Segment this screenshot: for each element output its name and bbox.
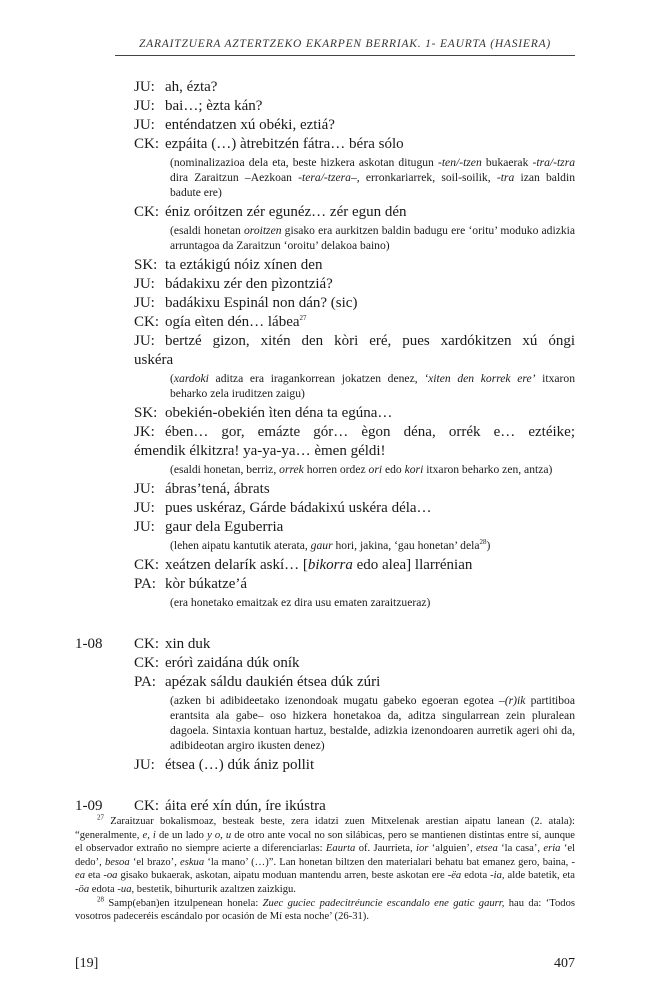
dialogue-line bbox=[0, 575, 645, 594]
dialogue-line bbox=[0, 518, 645, 537]
dialogue-line bbox=[0, 116, 645, 135]
speaker: CK: bbox=[134, 798, 160, 814]
editorial-note: (lehen aipatu kantutik aterata, gaur hori, jakina, ‘gau honetan’ dela$^{28}$) bbox=[170, 538, 491, 552]
dialogue-line bbox=[0, 673, 645, 692]
dialogue-line bbox=[0, 294, 645, 313]
utterance: éniz oróitzen zér egunéz… zér egun dén bbox=[165, 204, 407, 220]
speaker: JU: bbox=[134, 757, 155, 773]
speaker: JU: bbox=[134, 98, 155, 114]
utterance: bai…; èzta kán? bbox=[165, 98, 263, 114]
speaker: JU: bbox=[134, 79, 155, 95]
section-number: 1-08 bbox=[75, 636, 103, 652]
utterance: bertzé gizon, xitén den kòri eré, pues xardókitzen xú óngi bbox=[165, 333, 575, 349]
editorial-note: (era honetako emaitzak ez dira usu ematen zaraitzueraz) bbox=[170, 596, 431, 609]
utterance: bádakixu zér den pìzontziá? bbox=[165, 276, 333, 292]
speaker: CK: bbox=[134, 655, 160, 671]
dialogue-line bbox=[0, 332, 645, 351]
editorial-note: (esaldi honetan, berriz, orrek horren ordez ori edo kori itxaron beharko zen, antza) bbox=[170, 463, 553, 476]
speaker: SK: bbox=[134, 257, 158, 273]
dialogue-line bbox=[0, 480, 645, 499]
speaker: CK: bbox=[134, 314, 160, 330]
utterance: kòr búkatze’á bbox=[165, 576, 248, 592]
utterance: ezpáita (…) àtrebitzén fátra… béra sólo bbox=[165, 136, 404, 152]
utterance-continuation: émendik élkitzra! ya-ya-ya… èmen géldi! bbox=[134, 443, 386, 459]
dialogue-line bbox=[0, 78, 645, 97]
dialogue-transcript bbox=[0, 78, 645, 816]
dialogue-line bbox=[0, 135, 645, 154]
dialogue-line bbox=[0, 256, 645, 275]
chapter-marker: [19] bbox=[75, 956, 99, 971]
dialogue-line bbox=[0, 756, 645, 775]
editorial-note: (nominalizazioa dela eta, beste hizkera askotan ditugun -ten/-tzen bukaerak -tra/-tzra dira Zaraitzun –Aezkoan -tera/-tzera–, erronkariarrek, soil-soilik, -tra izan baldin badute ere) bbox=[170, 156, 575, 199]
editorial-note: (xardoki aditza era iragankorrean jokatzen denez, ‘xiten den korrek ere’ itxaron beharko zela iruditzen zaigu) bbox=[170, 372, 575, 400]
speaker: JK: bbox=[134, 424, 155, 440]
header-rule bbox=[115, 55, 575, 56]
footnote-28: $^{28}$ Samp(eban)en itzulpenean honela: Zuec guciec padecitréuncie escandalo ene gatic gaurr, hau da: ‘Todos vosotros padeceréis escándalo por ocasión de Mí esta noche’ (26-31). bbox=[75, 895, 575, 923]
editorial-note: (azken bi adibideetako izenondoak mugatu gabeko egoeran egotea –(r)ik partitiboa erantsita ala gabe– oso hizkera honetakoa da, aditza singularrean zein pluralean dagoela. Sintaxia kontuan hartuz, bestalde, adizkia izenondoaren aurretik ageri ohi da, adibideotan argiro ikusten denez) bbox=[170, 694, 576, 752]
utterance: áita eré xín dún, íre ikústra bbox=[165, 798, 326, 814]
speaker: JU: bbox=[134, 333, 155, 349]
dialogue-line bbox=[0, 97, 645, 116]
running-header: ZARAITZUERA AZTERTZEKO EKARPEN BERRIAK. 1- EAURTA (HASIERA) bbox=[138, 38, 552, 50]
footnotes bbox=[75, 815, 575, 924]
utterance: apézak sáldu daukién étsea dúk zúri bbox=[165, 674, 381, 690]
utterance: erórì zaidána dúk oník bbox=[165, 655, 300, 671]
dialogue-line bbox=[0, 203, 645, 222]
dialogue-line-continuation bbox=[0, 351, 645, 370]
utterance: ábras’tená, ábrats bbox=[165, 481, 270, 497]
utterance: xin duk bbox=[165, 636, 211, 652]
dialogue-line-continuation bbox=[0, 442, 645, 461]
dialogue-line bbox=[0, 423, 645, 442]
speaker: JU: bbox=[134, 276, 155, 292]
speaker: JU: bbox=[134, 500, 155, 516]
utterance: xeátzen delarík askí… [bikorra edo alea] llarrénian bbox=[165, 557, 473, 573]
dialogue-line bbox=[0, 275, 645, 294]
dialogue-line bbox=[0, 556, 645, 575]
footnote-27: $^{27}$ Zaraitzuar bokalismoaz, besteak beste, zera idatzi zuen Mitxelenak arestian aipatu lanean (2. atala): “generalmente, e, i de un lado y o, u de otro ante vocal no son silábicas, pero se mantienen distintas entre sí, aunque el observador extraño no siempre acierte a diferenciarlas: Eaurta of. Jaurrieta, ior ‘alguien’, etsea ‘la casa’, eria ‘el dedo’, besoa ‘el brazo’, eskua ‘la mano’ (…)”. Lan honetan biltzen den materialari behatu bat emanez gero, baina, -ea eta -oa gisako bukaerak, askotan, aipatu moduan mantendu arren, beste askotan ere -ëa edota -ia, alde batetik, eta -öa edota -ua, bestetik, bihurturik azaltzen zaizkigu. bbox=[75, 813, 576, 895]
speaker: JU: bbox=[134, 117, 155, 133]
utterance: étsea (…) dúk ániz pollit bbox=[165, 757, 315, 773]
footnote-ref: 28 bbox=[479, 538, 487, 547]
speaker: JU: bbox=[134, 295, 155, 311]
speaker: JU: bbox=[134, 481, 155, 497]
speaker: PA: bbox=[134, 576, 156, 592]
utterance: badákixu Espinál non dán? (sic) bbox=[165, 295, 358, 311]
speaker: CK: bbox=[134, 136, 160, 152]
dialogue-line bbox=[0, 499, 645, 518]
dialogue-line bbox=[0, 313, 645, 332]
utterance: ogía eìten dén… lábea$^{27}$ bbox=[165, 314, 307, 330]
speaker: CK: bbox=[134, 557, 160, 573]
dialogue-line bbox=[0, 654, 645, 673]
utterance-continuation: uskéra bbox=[134, 352, 174, 368]
speaker: SK: bbox=[134, 405, 158, 421]
speaker: CK: bbox=[134, 204, 160, 220]
utterance: ah, ézta? bbox=[165, 79, 218, 95]
utterance: enténdatzen xú obéki, eztiá? bbox=[165, 117, 335, 133]
utterance: ta eztákigú nóiz xínen den bbox=[165, 257, 323, 273]
utterance: ében… gor, emázte gór… ègon déna, orrék e… eztéike; bbox=[165, 424, 575, 440]
section-number: 1-09 bbox=[75, 798, 103, 814]
speaker: CK: bbox=[134, 636, 160, 652]
utterance: obekién-obekién ìten déna ta egúna… bbox=[165, 405, 393, 421]
speaker: JU: bbox=[134, 519, 155, 535]
footnote-ref: 27 bbox=[299, 314, 307, 322]
editorial-note: (esaldi honetan oroitzen gisako era aurkitzen baldin badugu ere ‘oritu’ moduko adizkia arruntagoa da Zaraitzun ‘oroitu’ delakoa baino) bbox=[170, 224, 576, 252]
utterance: gaur dela Eguberria bbox=[165, 519, 284, 535]
dialogue-line bbox=[0, 404, 645, 423]
page-number: 407 bbox=[554, 956, 575, 971]
utterance: pues uskéraz, Gárde bádakixú uskéra déla… bbox=[165, 500, 432, 516]
speaker: PA: bbox=[134, 674, 156, 690]
dialogue-line bbox=[0, 635, 645, 654]
